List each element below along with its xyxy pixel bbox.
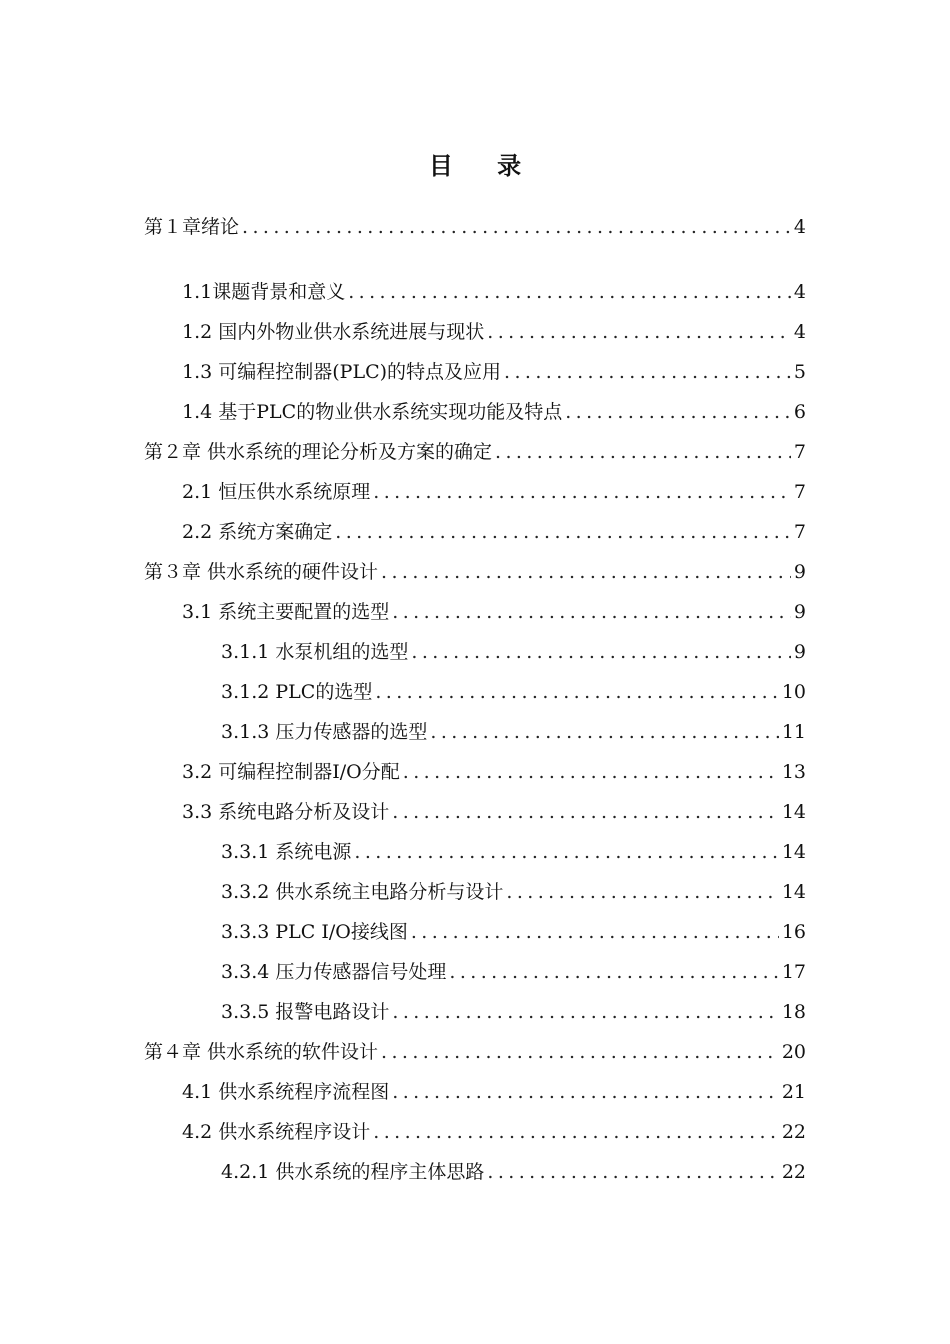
leader-dots bbox=[430, 719, 778, 745]
toc-entry-3-2[interactable] bbox=[182, 759, 806, 785]
toc-entry-label: 3.2 可编程控制器I/O分配 bbox=[182, 761, 400, 783]
toc-page-number: 13 bbox=[781, 761, 806, 783]
toc-page-number: 22 bbox=[781, 1121, 806, 1143]
toc-page-number: 4 bbox=[793, 321, 806, 343]
leader-dots bbox=[381, 559, 791, 585]
toc-entry-label: 3.1.3 压力传感器的选型 bbox=[221, 721, 428, 743]
toc-entry-label: 3.3 系统电路分析及设计 bbox=[182, 801, 390, 823]
toc-entry-label: 4.2.1 供水系统的程序主体思路 bbox=[221, 1161, 485, 1183]
toc-entry-1-2[interactable] bbox=[182, 319, 806, 345]
toc-entry-4-2[interactable] bbox=[182, 1119, 806, 1145]
toc-entry-label: 4.1 供水系统程序流程图 bbox=[182, 1081, 390, 1103]
toc-entry-label: 3.1.1 水泵机组的选型 bbox=[221, 641, 409, 663]
toc-entry-label: 3.3.1 系统电源 bbox=[221, 841, 352, 863]
toc-page-number: 7 bbox=[793, 441, 806, 463]
toc-page-number: 14 bbox=[781, 801, 806, 823]
toc-page-number: 4 bbox=[793, 216, 806, 238]
toc-page-number: 9 bbox=[793, 641, 806, 663]
leader-dots bbox=[373, 1119, 779, 1145]
toc-page-number: 22 bbox=[781, 1161, 806, 1183]
toc-page-number: 16 bbox=[781, 921, 806, 943]
leader-dots bbox=[487, 1159, 778, 1185]
toc-page-number: 4 bbox=[793, 281, 806, 303]
toc-entry-3-3-1[interactable] bbox=[221, 839, 806, 865]
toc-page-number: 21 bbox=[781, 1081, 806, 1103]
toc-entry-3-1-1[interactable] bbox=[221, 639, 806, 665]
leader-dots bbox=[495, 439, 791, 465]
toc-page-number: 5 bbox=[793, 361, 806, 383]
toc-page-number: 14 bbox=[781, 841, 806, 863]
leader-dots bbox=[487, 319, 791, 345]
leader-dots bbox=[411, 919, 779, 945]
leader-dots bbox=[375, 679, 778, 705]
toc-entry-4-2-1[interactable] bbox=[221, 1159, 806, 1185]
toc-entry-label: 1.3 可编程控制器(PLC)的特点及应用 bbox=[182, 361, 502, 383]
toc-entry-label: 1.1课题背景和意义 bbox=[182, 281, 346, 303]
toc-page-number: 14 bbox=[781, 881, 806, 903]
toc-entry-label: 3.3.4 压力传感器信号处理 bbox=[221, 961, 447, 983]
toc-page-number: 18 bbox=[781, 1001, 806, 1023]
leader-dots bbox=[354, 839, 778, 865]
toc-entry-label: 4.2 供水系统程序设计 bbox=[182, 1121, 371, 1143]
leader-dots bbox=[392, 599, 791, 625]
leader-dots bbox=[392, 799, 779, 825]
toc-entry-label: 第３章 供水系统的硬件设计 bbox=[144, 561, 379, 583]
leader-dots bbox=[565, 399, 791, 425]
toc-title: 目 录 bbox=[428, 151, 540, 180]
toc-entry-3-3[interactable] bbox=[182, 799, 806, 825]
leader-dots bbox=[449, 959, 778, 985]
toc-entry-label: 3.3.5 报警电路设计 bbox=[221, 1001, 390, 1023]
toc-page-number: 6 bbox=[793, 401, 806, 423]
toc-entry-2-2[interactable] bbox=[182, 519, 806, 545]
leader-dots bbox=[506, 879, 778, 905]
toc-entry-label: 2.2 系统方案确定 bbox=[182, 521, 333, 543]
toc-entry-3-3-3[interactable] bbox=[221, 919, 806, 945]
toc-entry-label: 第１章绪论 bbox=[144, 216, 240, 238]
toc-entry-label: 3.3.3 PLC I/O接线图 bbox=[221, 921, 408, 943]
leader-dots bbox=[373, 479, 791, 505]
toc-entry-label: 1.2 国内外物业供水系统进展与现状 bbox=[182, 321, 485, 343]
toc-page-number: 17 bbox=[781, 961, 806, 983]
leader-dots bbox=[348, 279, 791, 305]
toc-entry-chapter-4[interactable] bbox=[144, 1039, 806, 1065]
leader-dots bbox=[411, 639, 791, 665]
toc-entry-3-1-2[interactable] bbox=[221, 679, 806, 705]
leader-dots bbox=[392, 999, 778, 1025]
toc-entry-label: 3.3.2 供水系统主电路分析与设计 bbox=[221, 881, 504, 903]
toc-entry-chapter-3[interactable] bbox=[144, 559, 806, 585]
toc-page-number: 20 bbox=[781, 1041, 806, 1063]
toc-page-number: 10 bbox=[781, 681, 806, 703]
toc-entry-3-1[interactable] bbox=[182, 599, 806, 625]
toc-entry-3-3-2[interactable] bbox=[221, 879, 806, 905]
toc-entry-1-4[interactable] bbox=[182, 399, 806, 425]
toc-page-number: 9 bbox=[793, 561, 806, 583]
toc-entry-1-3[interactable] bbox=[182, 359, 806, 385]
leader-dots bbox=[403, 759, 779, 785]
leader-dots bbox=[242, 214, 791, 240]
toc-page-number: 7 bbox=[793, 521, 806, 543]
leader-dots bbox=[381, 1039, 779, 1065]
toc-entry-label: 1.4 基于PLC的物业供水系统实现功能及特点 bbox=[182, 401, 563, 423]
toc-entry-label: 第２章 供水系统的理论分析及方案的确定 bbox=[144, 441, 493, 463]
toc-entry-2-1[interactable] bbox=[182, 479, 806, 505]
toc-entry-3-3-5[interactable] bbox=[221, 999, 806, 1025]
toc-page-number: 11 bbox=[781, 721, 806, 743]
toc-entry-chapter-2[interactable] bbox=[144, 439, 806, 465]
leader-dots bbox=[504, 359, 791, 385]
toc-entry-4-1[interactable] bbox=[182, 1079, 806, 1105]
toc-entry-label: 3.1.2 PLC的选型 bbox=[221, 681, 373, 703]
toc-entry-1-1[interactable] bbox=[182, 279, 806, 305]
toc-entry-label: 3.1 系统主要配置的选型 bbox=[182, 601, 390, 623]
leader-dots bbox=[335, 519, 791, 545]
toc-entry-3-3-4[interactable] bbox=[221, 959, 806, 985]
toc-entry-chapter-1[interactable] bbox=[144, 214, 806, 240]
leader-dots bbox=[392, 1079, 779, 1105]
toc-page-number: 7 bbox=[793, 481, 806, 503]
toc-entry-label: 2.1 恒压供水系统原理 bbox=[182, 481, 371, 503]
toc-entry-3-1-3[interactable] bbox=[221, 719, 806, 745]
toc-entry-label: 第４章 供水系统的软件设计 bbox=[144, 1041, 379, 1063]
toc-page-number: 9 bbox=[793, 601, 806, 623]
